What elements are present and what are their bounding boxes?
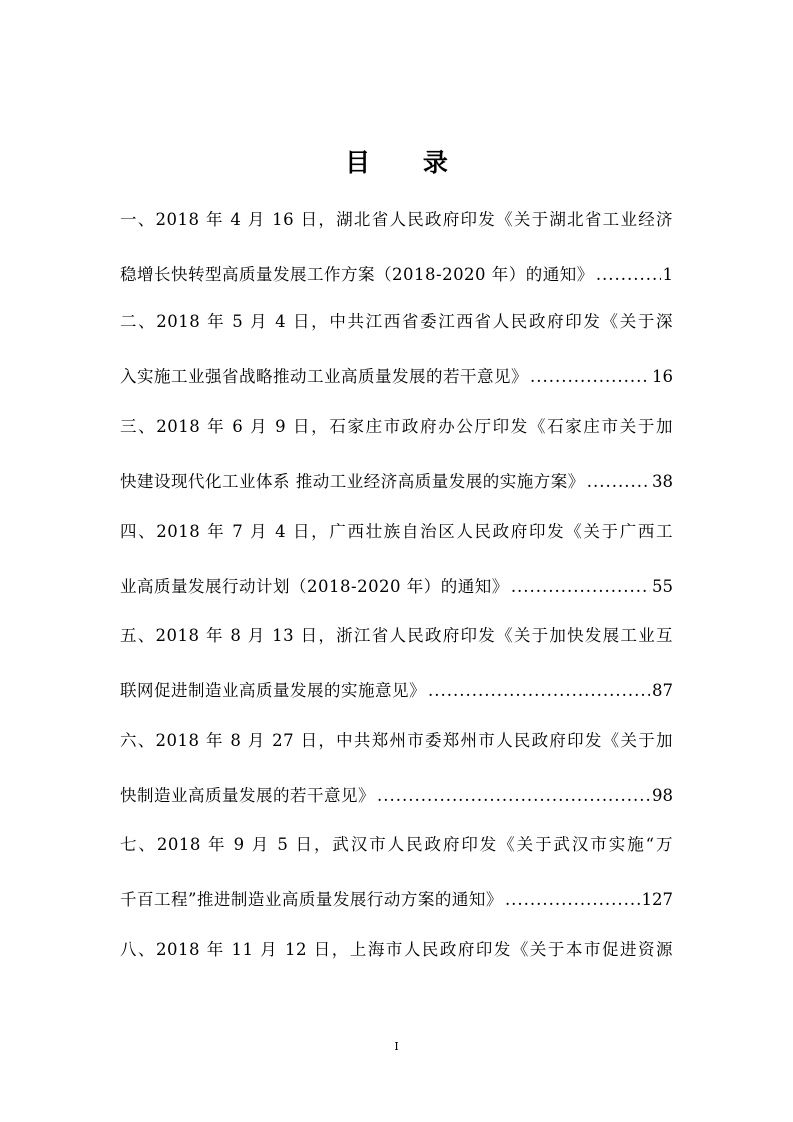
toc-entry-title-cont: 联网促进制造业高质量发展的实施意见》 <box>120 681 426 700</box>
toc-page-number: 127 <box>641 890 673 909</box>
toc-leader-dots <box>428 678 650 704</box>
toc-entry-line2 <box>120 574 673 600</box>
toc-leader-dots <box>596 262 661 288</box>
toc-entry-line1: 七、2018 年 9 月 5 日，武汉市人民政府印发《关于武汉市实施“万 <box>120 835 673 854</box>
toc-page-number: 87 <box>652 681 673 700</box>
toc-leader-dots <box>587 469 650 495</box>
toc-entry-line1: 二、2018 年 5 月 4 日，中共江西省委江西省人民政府印发《关于深 <box>120 312 673 331</box>
toc-entry-line1: 八、2018 年 11 月 12 日，上海市人民政府印发《关于本市促进资源 <box>120 940 673 959</box>
toc-entry-title-cont: 入实施工业强省战略推动工业高质量发展的若干意见》 <box>120 367 528 386</box>
toc-entry-line2 <box>120 469 673 495</box>
toc-entry-title-cont: 稳增长快转型高质量发展工作方案（2018-2020 年）的通知》 <box>120 265 594 284</box>
toc-entry-title-cont: 快建设现代化工业体系 推动工业经济高质量发展的实施方案》 <box>120 472 585 491</box>
toc-leader-dots <box>530 364 650 390</box>
toc-entry-title-cont: 千百工程”推进制造业高质量发展行动方案的通知》 <box>120 890 503 909</box>
toc-page-number: 1 <box>662 265 673 284</box>
toc-entry-title-cont: 业高质量发展行动计划（2018-2020 年）的通知》 <box>120 577 509 596</box>
toc-page-number: 98 <box>652 786 673 805</box>
page-footer-number: I <box>394 1040 399 1053</box>
toc-entry-line1: 一、2018 年 4 月 16 日，湖北省人民政府印发《关于湖北省工业经济 <box>120 210 673 229</box>
toc-entry-line2 <box>120 783 673 809</box>
toc-entry-line2 <box>120 678 673 704</box>
toc-entry-title-cont: 快制造业高质量发展的若干意见》 <box>120 786 375 805</box>
toc-entry-line2 <box>120 887 673 913</box>
toc-leader-dots <box>511 574 650 600</box>
toc-page-number: 38 <box>652 472 673 491</box>
toc-entry-line1: 六、2018 年 8 月 27 日，中共郑州市委郑州市人民政府印发《关于加 <box>120 731 673 750</box>
toc-page-number: 55 <box>652 577 673 596</box>
toc-entry-line1: 五、2018 年 8 月 13 日，浙江省人民政府印发《关于加快发展工业互 <box>120 626 673 645</box>
toc-entry-line1: 三、2018 年 6 月 9 日，石家庄市政府办公厅印发《石家庄市关于加 <box>120 417 673 436</box>
toc-leader-dots <box>505 887 640 913</box>
toc-title: 目 录 <box>345 148 470 177</box>
toc-entry-line1: 四、2018 年 7 月 4 日，广西壮族自治区人民政府印发《关于广西工 <box>120 522 673 541</box>
toc-leader-dots <box>377 783 650 809</box>
toc-entry-line2 <box>120 262 673 288</box>
toc-page-number: 16 <box>652 367 673 386</box>
toc-entry-line2 <box>120 364 673 390</box>
